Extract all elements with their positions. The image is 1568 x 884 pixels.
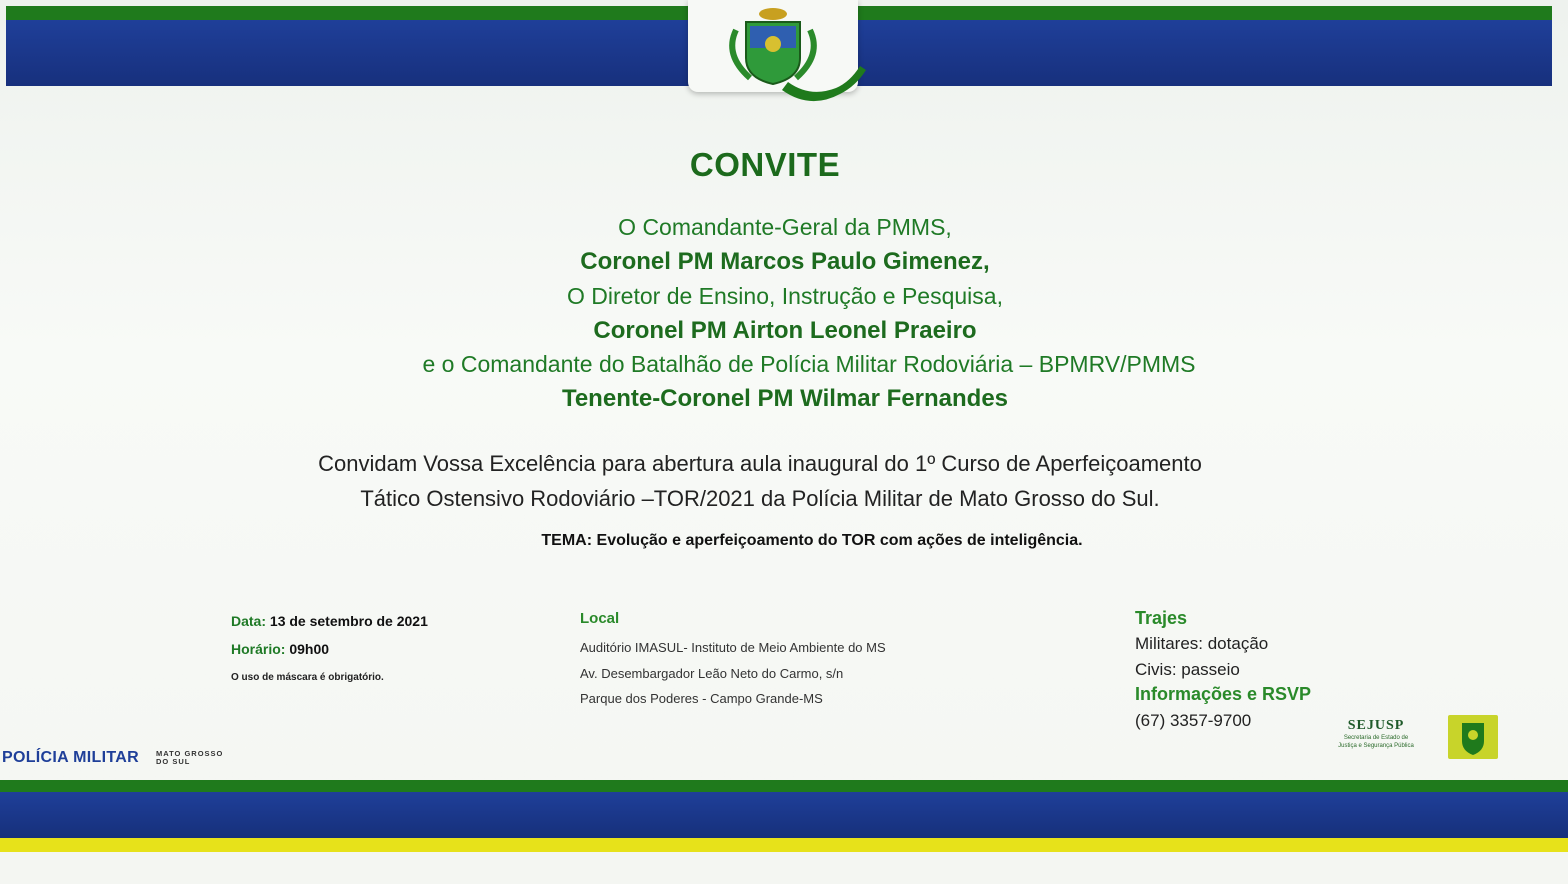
theme-text: Evolução e aperfeiçoamento do TOR com ações de inteligência.: [596, 532, 1083, 549]
policia-militar-logo: POLÍCIA MILITAR: [2, 749, 139, 766]
bottom-yellow-stripe: [0, 838, 1568, 852]
bottom-band: [0, 780, 1568, 854]
local-label: Local: [580, 610, 620, 627]
host-line-3: O Diretor de Ensino, Instrução e Pesquisa,: [567, 283, 1003, 309]
sejusp-name: SEJUSP: [1347, 718, 1405, 733]
address-line-1: Auditório IMASUL- Instituto de Meio Ambiente do MS: [580, 640, 886, 655]
time-value: 09h00: [289, 641, 330, 657]
attire-label: Trajes: [1135, 608, 1188, 628]
host-line-5: e o Comandante do Batalhão de Polícia Militar Rodoviária – BPMRV/PMMS: [422, 351, 1196, 377]
host-line-4: Coronel PM Airton Leonel Praeiro: [593, 317, 977, 344]
ms-state-badge-icon: [1448, 715, 1498, 759]
host-line-1: O Comandante-Geral da PMMS,: [618, 214, 952, 240]
theme-label: TEMA:: [541, 532, 593, 549]
attire-military: Militares: dotação: [1135, 634, 1269, 653]
host-line-2: Coronel PM Marcos Paulo Gimenez,: [580, 248, 990, 275]
sejusp-logo: [1326, 718, 1426, 750]
invitation-line-2: Tático Ostensivo Rodoviário –TOR/2021 da Polícia Militar de Mato Grosso do Sul.: [360, 486, 1160, 511]
pm-sub-line-2: DO SUL: [156, 757, 191, 766]
date-row: [231, 613, 428, 629]
attire-civil: Civis: passeio: [1135, 660, 1240, 679]
rsvp-phone: (67) 3357-9700: [1135, 711, 1252, 730]
ribbon-decoration: [780, 64, 868, 112]
invitation-line-1: Convidam Vossa Excelência para abertura aula inaugural do 1º Curso de Aperfeiçoamento: [318, 451, 1202, 476]
address-line-2: Av. Desembargador Leão Neto do Carmo, s/n: [580, 666, 844, 681]
page-title: CONVITE: [689, 146, 841, 183]
info-rsvp-label: Informações e RSVP: [1135, 684, 1312, 704]
date-value: 13 de setembro de 2021: [269, 613, 428, 629]
address-line-3: Parque dos Poderes - Campo Grande-MS: [580, 691, 823, 706]
date-label: Data:: [231, 613, 267, 629]
time-label: Horário:: [231, 641, 286, 657]
mask-note: O uso de máscara é obrigatório.: [231, 672, 384, 683]
bottom-green-stripe: [0, 780, 1568, 792]
pm-sub-line-1: MATO GROSSO: [156, 749, 224, 758]
sejusp-line-1: Secretaria de Estado de: [1343, 735, 1409, 741]
policia-militar-subtitle: [156, 750, 223, 766]
theme-line: [0, 532, 1568, 550]
time-row: [231, 641, 329, 657]
bottom-blue-stripe: [0, 792, 1568, 838]
sejusp-line-2: Justiça e Segurança Pública: [1338, 743, 1414, 749]
host-line-6: Tenente-Coronel PM Wilmar Fernandes: [561, 385, 1009, 412]
